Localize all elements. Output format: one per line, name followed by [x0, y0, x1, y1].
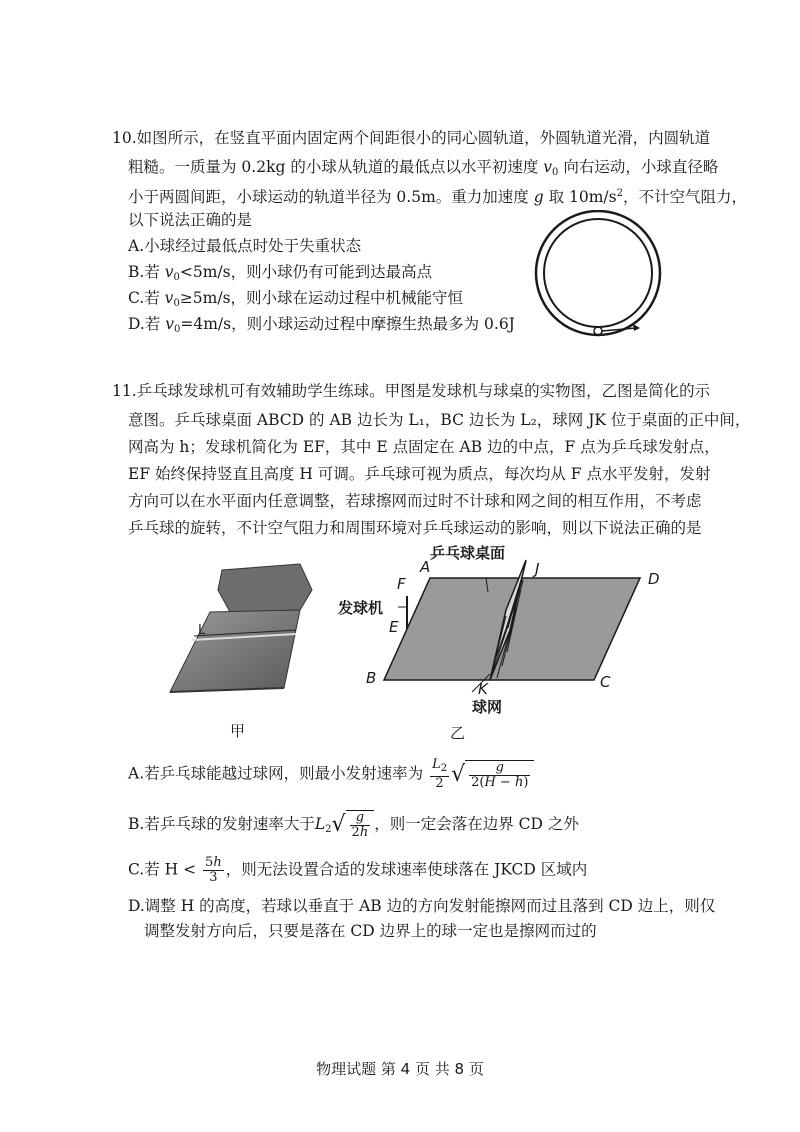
point-f-label: F	[397, 575, 406, 593]
figure-jia-caption: 甲	[230, 722, 246, 740]
q11-option-d-line1: D.调整 H 的高度，若球以垂直于 AB 边的方向发射能擦网而过且落到 CD 边上，则仅	[128, 897, 716, 915]
q10-option-b: B.若 $v_0<5m/s$，则小球仍有可能到达最高点	[128, 263, 433, 283]
q10-line1: 10.如图所示，在竖直平面内固定两个间距很小的同心圆轨道，外圆轨道光滑，内圆轨道	[112, 129, 711, 147]
q10-text: 粗糙。一质量为 0.2kg 的小球从轨道的最低点以水平初速度	[128, 158, 544, 176]
q10-option-a: A.小球经过最低点时处于失重状态	[128, 237, 362, 255]
q11-text: A.若乒乓球能越过球网，则最小发射速率为	[128, 764, 424, 783]
serve-machine-label: 发球机	[338, 599, 384, 617]
q10-text: C.若	[128, 289, 165, 307]
q11-option-d-line2: 调整发射方向后，只要是落在 CD 边界上的球一定也是擦网而过的	[144, 922, 597, 940]
point-e-label: E	[389, 618, 399, 636]
q11-text: C.若 H <	[128, 860, 197, 879]
q11-line1: 11.乒乓球发球机可有效辅助学生练球。甲图是发球机与球桌的实物图，乙图是简化的示	[112, 382, 711, 400]
photo-serve-machine	[160, 560, 320, 700]
g-symbol: g	[533, 188, 544, 206]
q10-text: B.若	[128, 263, 165, 281]
q10-text: =4m/s，则小球运动过程中摩擦生热最多为 0.6J	[180, 315, 515, 333]
point-j-label: J	[535, 560, 540, 578]
v0-symbol: v	[543, 158, 553, 176]
q11-text: ，则一定会落在边界 CD 之外	[374, 815, 579, 833]
page-footer: 物理试题 第 4 页 共 8 页	[316, 1060, 484, 1078]
q11-option-c: C.若 H < $\frac{5h}{3}$ ，则无法设置合适的发球速率使球落在 JKCD 区域内	[128, 855, 588, 885]
arrow-right-icon	[633, 324, 640, 331]
q11-option-a: A.若乒乓球能越过球网，则最小发射速率为 $\frac{L_2}{2}$ √ $\frac{g}{2(H - h)}$	[128, 758, 534, 791]
table-surface-label: 乒乓球桌面	[430, 544, 506, 562]
circular-track-figure	[530, 210, 670, 340]
q10-text: 向右运动，小球直径略	[558, 158, 719, 176]
q10-text: 小于两圆间距，小球运动的轨道半径为 0.5m。重力加速度	[128, 188, 534, 206]
q10-line4: 以下说法正确的是	[128, 211, 253, 229]
q11-option-b: B.若乒乓球的发射速率大于$L_2√$ $\frac{g}{2h}$ ，则一定会落在边界 CD 之外	[128, 810, 579, 840]
q10-line2: 粗糙。一质量为 0.2kg 的小球从轨道的最低点以水平初速度 $v_0$ 向右运动，小球直径略	[128, 158, 719, 178]
q10-text: ≥5m/s，则小球在运动过程中机械能守恒	[179, 289, 464, 307]
net-label: 球网	[472, 698, 503, 716]
photo-label-l: L	[198, 623, 206, 638]
point-b-label: B	[366, 669, 377, 687]
q10-text: 取 10m/s	[543, 188, 617, 206]
q10-line3: 小于两圆间距，小球运动的轨道半径为 0.5m。重力加速度 g 取 $10m/s^2$，不计空气阻力，	[128, 188, 747, 206]
q10-text: <5m/s，则小球仍有可能到达最高点	[179, 263, 433, 281]
q11-line2: 意图。乒乓球桌面 ABCD 的 AB 边长为 L₁，BC 边长为 L₂，球网 JK 位于桌面的正中间，	[128, 411, 751, 429]
q11-line4: EF 始终保持竖直且高度 H 可调。乒乓球可视为质点，每次均从 F 点水平发射，发射	[128, 465, 711, 483]
q11-text: B.若乒乓球的发射速率大于	[128, 815, 315, 833]
table-diagram	[360, 550, 680, 720]
point-k-label: K	[478, 680, 488, 698]
q10-option-c: C.若 $v_0\ge 5m/s$，则小球在运动过程中机械能守恒	[128, 289, 464, 309]
point-c-label: C	[600, 673, 611, 691]
q10-text: D.若	[128, 315, 166, 333]
q11-line5: 方向可以在水平面内任意调整，若球擦网而过时不计球和网之间的相互作用，不考虑	[128, 492, 702, 510]
point-d-label: D	[648, 570, 660, 588]
q10-text: ，不计空气阻力，	[622, 188, 747, 206]
q10-option-d: D.若 $v_0=4m/s$，则小球运动过程中摩擦生热最多为 0.6J	[128, 315, 515, 335]
q11-line3: 网高为 h；发球机简化为 EF，其中 E 点固定在 AB 边的中点，F 点为乒乓球发射点，	[128, 438, 720, 456]
point-a-label: A	[420, 558, 431, 576]
q11-line6: 乒乓球的旋转，不计空气阻力和周围环境对乒乓球运动的影响，则以下说法正确的是	[128, 519, 702, 537]
q11-text: ，则无法设置合适的发球速率使球落在 JKCD 区域内	[225, 860, 588, 879]
figure-yi-caption: 乙	[450, 724, 466, 742]
